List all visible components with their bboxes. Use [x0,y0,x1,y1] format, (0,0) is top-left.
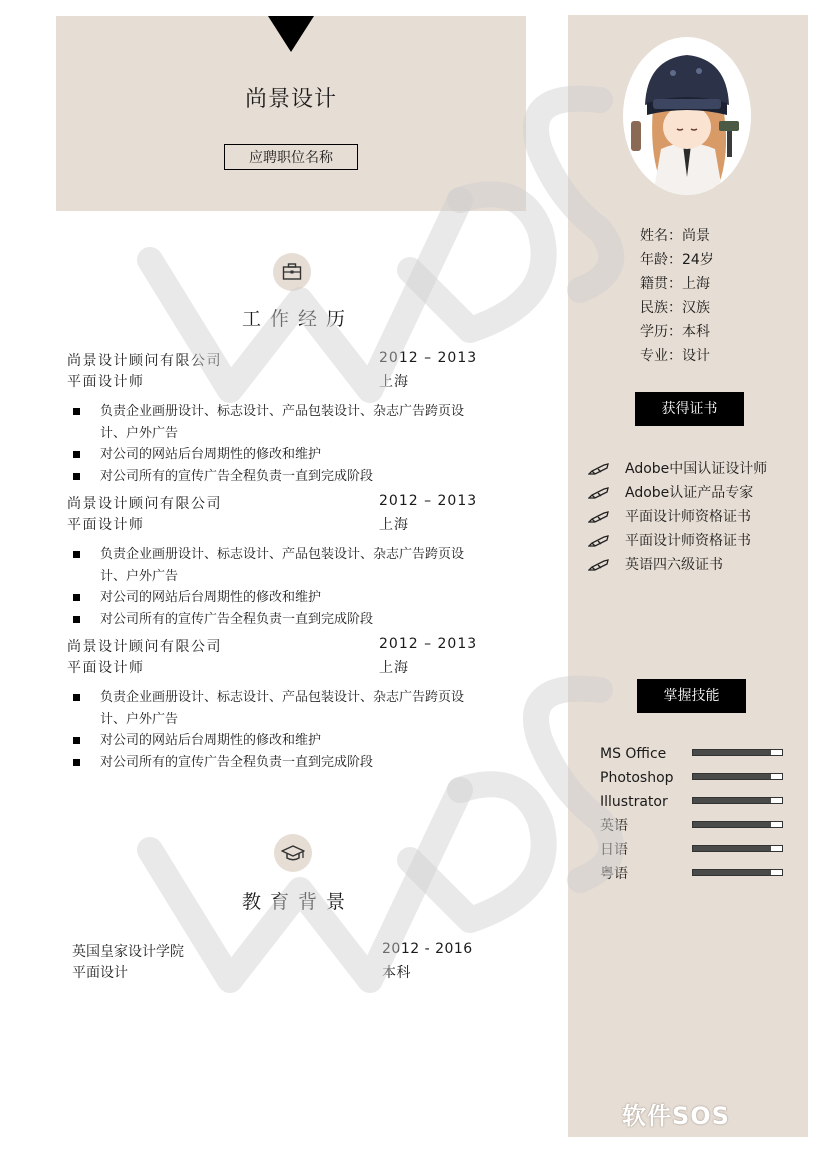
job-duty: 负责企业画册设计、标志设计、产品包装设计、杂志广告跨页设计、户外广告 [67,401,472,444]
job-city: 上海 [379,660,409,676]
education-entry [72,941,492,983]
profile-info [640,224,714,368]
pen-icon [588,486,610,500]
profile-name: 姓名：尚景 [640,228,710,244]
job-duties [67,401,487,487]
job-duties [67,687,487,773]
graduation-cap-icon [274,834,312,872]
skill-name: 英语 [600,818,628,834]
skill-level-fill [693,870,771,875]
job-company: 尚景设计顾问有限公司 [67,496,222,512]
pen-icon [588,462,610,476]
certificate-label: 平面设计师资格证书 [625,533,751,549]
skill-level-bar [692,845,783,852]
skill-level-fill [693,846,771,851]
job-entry [67,493,487,630]
job-period: 2012 – 2013 [379,636,478,652]
job-city: 上海 [379,374,409,390]
major: 平面设计 [72,965,128,981]
candidate-name: 尚景设计 [244,87,337,112]
skill-name: MS Office [600,746,667,762]
certificate-label: Adobe中国认证设计师 [625,461,768,477]
skill-name: 日语 [600,842,628,858]
certificate-label: 英语四六级证书 [625,557,723,573]
skill-level-fill [693,798,771,803]
header-triangle-ornament [268,16,314,52]
skill-level-bar [692,797,783,804]
certificate-label: 平面设计师资格证书 [625,509,751,525]
skill-level-bar [692,869,783,876]
job-period: 2012 – 2013 [379,350,478,366]
job-duty: 负责企业画册设计、标志设计、产品包装设计、杂志广告跨页设计、户外广告 [67,687,472,730]
skill-level-bar [692,749,783,756]
avatar [623,37,751,195]
job-duty: 对公司的网站后台周期性的修改和维护 [67,730,472,752]
job-entry [67,350,487,487]
job-role: 平面设计师 [67,660,145,676]
job-duty: 负责企业画册设计、标志设计、产品包装设计、杂志广告跨页设计、户外广告 [67,544,472,587]
job-duty: 对公司所有的宣传广告全程负责一直到完成阶段 [67,466,472,488]
job-role: 平面设计师 [67,374,145,390]
skill-name: Illustrator [600,794,668,810]
job-duty: 对公司所有的宣传广告全程负责一直到完成阶段 [67,752,472,774]
profile-age: 年龄：24岁 [640,252,714,268]
work-section-title: 工作经历 [241,308,354,330]
skills-badge: 掌握技能 [637,679,746,713]
pen-icon [588,534,610,548]
education-period: 2012 - 2016 [382,941,473,957]
job-city: 上海 [379,517,409,533]
job-company: 尚景设计顾问有限公司 [67,639,222,655]
profile-hometown: 籍贯：上海 [640,276,710,292]
skill-level-bar [692,773,783,780]
education-section-title: 教育背景 [241,891,354,913]
software-sos-watermark: 软件SOS [622,1102,730,1130]
pen-icon [588,510,610,524]
job-entry [67,636,487,773]
skill-name: Photoshop [600,770,674,786]
briefcase-icon [273,253,311,291]
pen-icon [588,558,610,572]
job-duty: 对公司所有的宣传广告全程负责一直到完成阶段 [67,609,472,631]
job-role: 平面设计师 [67,517,145,533]
profile-ethnicity: 民族：汉族 [640,300,710,316]
profile-major: 专业：设计 [640,348,710,364]
school-name: 英国皇家设计学院 [72,944,184,960]
job-period: 2012 – 2013 [379,493,478,509]
job-duty: 对公司的网站后台周期性的修改和维护 [67,444,472,466]
profile-education: 学历：本科 [640,324,710,340]
skill-level-bar [692,821,783,828]
skill-level-fill [693,822,771,827]
certificates-badge: 获得证书 [635,392,744,426]
skill-level-fill [693,750,771,755]
skill-name: 粤语 [600,866,628,882]
job-company: 尚景设计顾问有限公司 [67,353,222,369]
job-duty: 对公司的网站后台周期性的修改和维护 [67,587,472,609]
position-title: 应聘职位名称 [224,144,358,170]
certificate-label: Adobe认证产品专家 [625,485,754,501]
skill-level-fill [693,774,771,779]
job-duties [67,544,487,630]
degree: 本科 [382,965,411,981]
